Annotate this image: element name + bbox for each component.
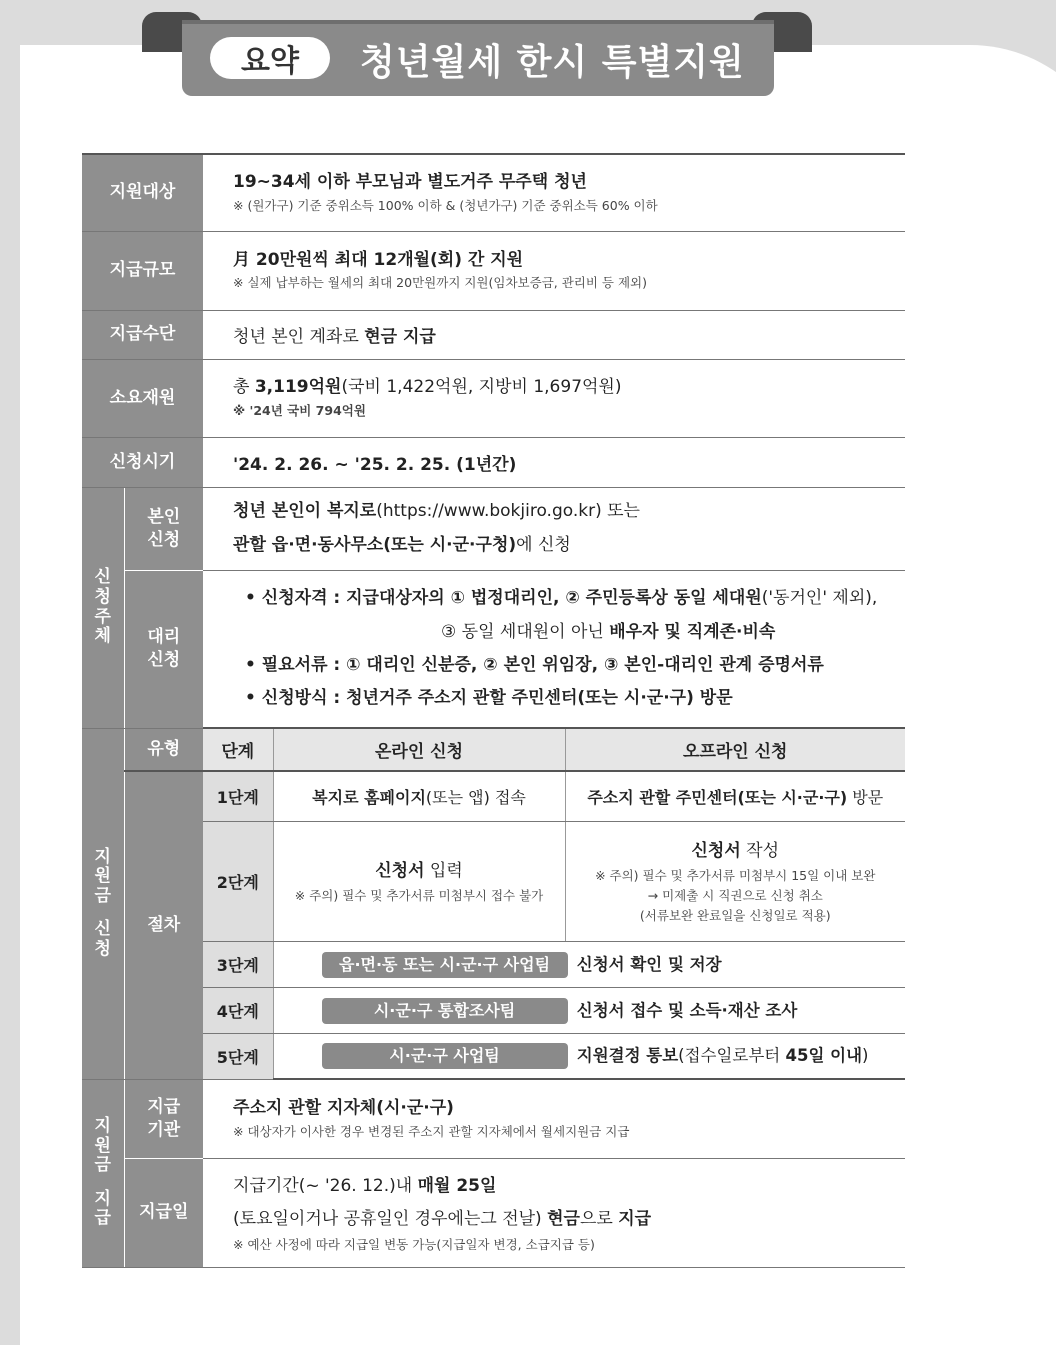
stage-5: 5단계 (203, 1033, 273, 1079)
label-self-apply: 본인 신청 (124, 487, 203, 570)
pay-org-main: 주소지 관할 지자체(시·군·구) (233, 1098, 454, 1118)
budget-total: 3,119억원 (254, 377, 342, 398)
label-applicant: 신 청 주 체 (82, 487, 124, 728)
stage-5-tag: 시·군·구 사업팀 (322, 1043, 568, 1069)
title-banner (182, 20, 774, 96)
stage-3: 3단계 (203, 941, 273, 987)
means-text: 청년 본인 계좌로 (233, 327, 365, 347)
row-proxy-apply (82, 570, 905, 728)
pay-day-note: ※ 예산 사정에 따라 지급일 변동 가능(지급일자 변경, 소급지급 등) (233, 1236, 595, 1252)
means-bold: 현금 지급 (364, 327, 436, 347)
label-budget: 소요재원 (82, 359, 203, 437)
target-note: ※ (원가구) 기준 중위소득 100% 이하 & (청년가구) 기준 중위소득 60% 이하 (233, 197, 658, 213)
stage-5-content: 시·군·구 사업팀 지원결정 통보(접수일로부터 45일 이내) (273, 1033, 905, 1079)
col-online: 온라인 신청 (273, 728, 565, 771)
label-proxy-apply: 대리 신청 (124, 570, 203, 728)
stage-4-tag: 시·군·구 통합조사팀 (322, 998, 568, 1024)
scale-main: 月 20만원씩 최대 12개월(회) 간 지원 (233, 249, 524, 270)
pay-day-line2: (토요일이거나 공휴일인 경우에는그 전날) 현금으로 지급 (233, 1208, 652, 1229)
row-target (82, 154, 905, 231)
col-offline: 오프라인 신청 (565, 728, 905, 771)
budget-text1: 총 (233, 377, 255, 398)
summary-table (82, 153, 905, 1268)
row-stage-1 (82, 771, 905, 821)
stage-2-online: 신청서 입력 ※ 주의) 필수 및 추가서류 미첨부시 접수 불가 (273, 821, 565, 941)
row-stage-2 (82, 821, 905, 941)
label-procedure: 절차 (124, 771, 203, 1079)
label-means: 지급수단 (82, 310, 203, 359)
row-pay-day (82, 1158, 905, 1267)
label-period: 신청시기 (82, 437, 203, 487)
target-main: 19~34세 이하 부모님과 별도거주 무주택 청년 (233, 172, 587, 192)
proxy-documents: • 필요서류 : ① 대리인 신분증, ② 본인 위임장, ③ 본인-대리인 관계 증명서류 (245, 654, 824, 675)
row-stage-3 (82, 941, 905, 987)
col-stage: 단계 (203, 728, 273, 771)
row-stage-4 (82, 987, 905, 1033)
row-pay-org (82, 1079, 905, 1158)
stage-1: 1단계 (203, 771, 273, 821)
proxy-qualification-2: ③ 동일 세대원이 아닌 배우자 및 직계존·비속 (441, 621, 776, 642)
period-text: '24. 2. 26. ~ '25. 2. 25. (1년간) (203, 437, 905, 487)
label-apply: 지 원 금 신 청 (82, 728, 124, 1079)
page-title: 청년월세 한시 특별지원 (360, 42, 745, 83)
label-scale: 지급규모 (82, 231, 203, 310)
stage-2-offline: 신청서 작성 ※ 주의) 필수 및 추가서류 미첨부시 15일 이내 보완 → 미제출 시 직권으로 신청 취소 (서류보완 완료일을 신청일로 적용) (565, 821, 905, 941)
label-target: 지원대상 (82, 154, 203, 231)
stage-2: 2단계 (203, 821, 273, 941)
row-self-apply (82, 487, 905, 570)
label-pay: 지 원 금 지 급 (82, 1079, 124, 1267)
stage-3-content: 읍·면·동 또는 시·군·구 사업팀 신청서 확인 및 저장 (273, 941, 905, 987)
row-budget (82, 359, 905, 437)
budget-breakdown: (국비 1,422억원, 지방비 1,697억원) (341, 377, 622, 398)
budget-note: ※ '24년 국비 794억원 (233, 402, 366, 418)
row-stage-5 (82, 1033, 905, 1079)
row-apply-header (82, 728, 905, 771)
stage-3-tag: 읍·면·동 또는 시·군·구 사업팀 (322, 952, 568, 978)
row-period (82, 437, 905, 487)
pay-day-line1: 지급기간(~ '26. 12.)내 매월 25일 (233, 1176, 497, 1197)
self-line2-b: 에 신청 (516, 534, 571, 555)
row-means (82, 310, 905, 359)
stage-4: 4단계 (203, 987, 273, 1033)
summary-tag: 요약 (210, 37, 330, 79)
self-line2-a: 관할 읍·면·동사무소(또는 시·군·구청) (233, 534, 517, 555)
self-line1-a: 청년 본인이 복지로 (233, 501, 377, 522)
proxy-qualification: • 신청자격 : 지급대상자의 ① 법정대리인, ② 주민등록상 동일 세대원('동거인' 제외), (245, 588, 878, 609)
proxy-method: • 신청방식 : 청년거주 주소지 관할 주민센터(또는 시·군·구) 방문 (245, 687, 733, 708)
label-pay-day: 지급일 (124, 1158, 203, 1267)
pay-org-note: ※ 대상자가 이사한 경우 변경된 주소지 관할 지자체에서 월세지원금 지급 (233, 1123, 630, 1139)
row-scale (82, 231, 905, 310)
stage-4-content: 시·군·구 통합조사팀 신청서 접수 및 소득·재산 조사 (273, 987, 905, 1033)
stage-1-online: 복지로 홈페이지(또는 앱) 접속 (273, 771, 565, 821)
stage-1-offline: 주소지 관할 주민센터(또는 시·군·구) 방문 (565, 771, 905, 821)
self-line1-b: (https://www.bokjiro.go.kr) 또는 (376, 501, 640, 522)
label-type: 유형 (124, 728, 203, 771)
label-pay-org: 지급 기관 (124, 1079, 203, 1158)
scale-note: ※ 실제 납부하는 월세의 최대 20만원까지 지원(임차보증금, 관리비 등 제외) (233, 275, 647, 291)
